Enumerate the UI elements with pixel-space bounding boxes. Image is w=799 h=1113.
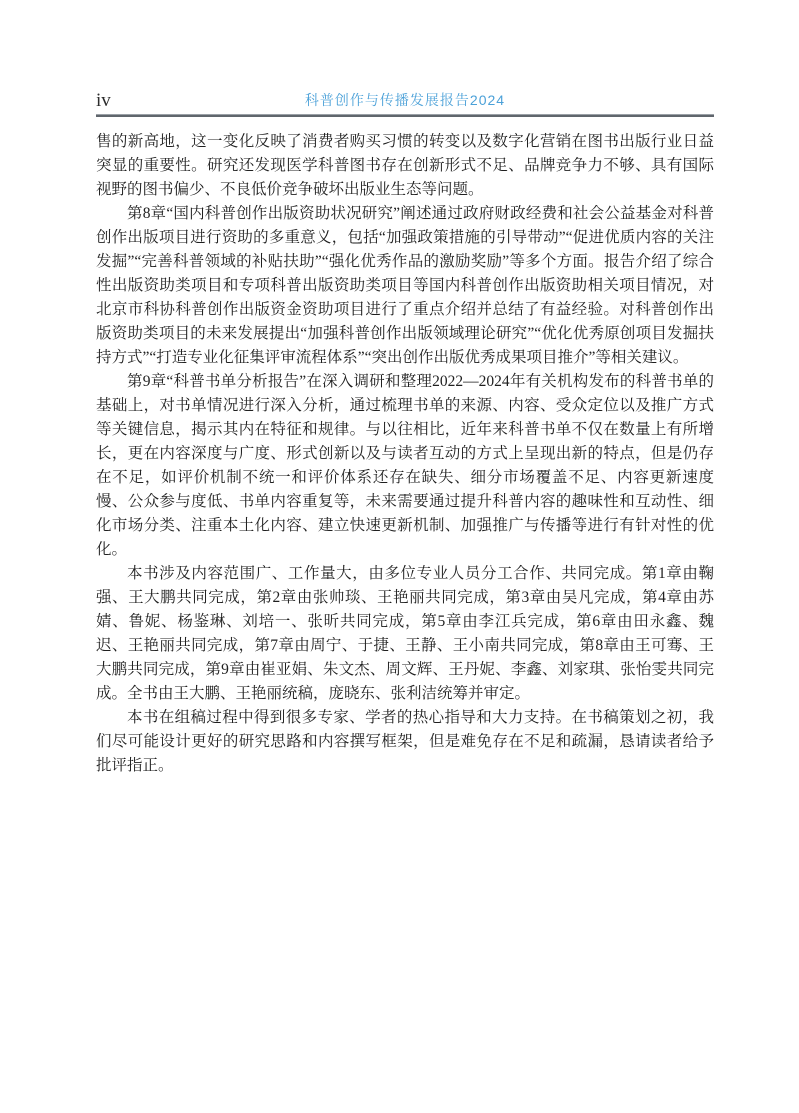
paragraph-chapter-9: 第9章“科普书单分析报告”在深入调研和整理2022—2024年有关机构发布的科普书单的基础上，对书单情况进行深入分析，通过梳理书单的来源、内容、受众定位以及推广方式等关键信息，揭示其内在特征和规律。与以往相比，近年来科普书单不仅在数量上有所增长，更在内容深度与广度、形式创新以及与读者互动的方式上呈现出新的特点，但是仍存在不足，如评价机制不统一和评价体系还存在缺失、细分市场覆盖不足、内容更新速度慢、公众参与度低、书单内容重复等，未来需要通过提升科普内容的趣味性和互动性、细化市场分类、注重本土化内容、建立快速更新机制、加强推广与传播等进行有针对性的优化。 (96, 373, 714, 558)
page-number: iv (96, 90, 111, 111)
page-header (96, 84, 714, 114)
paragraph-continuation: 售的新高地，这一变化反映了消费者购买习惯的转变以及数字化营销在图书出版行业日益突显的重要性。研究还发现医学科普图书存在创新形式不足、品牌竞争力不够、具有国际视野的图书偏少、不良低价竞争破坏出版业生态等问题。 (96, 133, 714, 198)
paragraph-contributors: 本书涉及内容范围广、工作量大，由多位专业人员分工合作、共同完成。第1章由鞠强、王大鹏共同完成，第2章由张帅琰、王艳丽共同完成，第3章由吴凡完成，第4章由苏婧、鲁妮、杨鉴琳、刘培一、张昕共同完成，第5章由李江兵完成，第6章由田永鑫、魏迟、王艳丽共同完成，第7章由周宁、于捷、王静、王小南共同完成，第8章由王可骞、王大鹏共同完成，第9章由崔亚娟、朱文杰、周文辉、王丹妮、李鑫、刘家琪、张怡雯共同完成。全书由王大鹏、王艳丽统稿，庞晓东、张利洁统筹并审定。 (96, 565, 714, 702)
paragraph-acknowledgements: 本书在组稿过程中得到很多专家、学者的热心指导和大力支持。在书稿策划之初，我们尽可能设计更好的研究思路和内容撰写框架，但是难免存在不足和疏漏，恳请读者给予批评指正。 (96, 709, 714, 774)
body-text (96, 130, 714, 778)
paragraph-chapter-8: 第8章“国内科普创作出版资助状况研究”阐述通过政府财政经费和社会公益基金对科普创作出版项目进行资助的多重意义，包括“加强政策措施的引导带动”“促进优质内容的关注发掘”“完善科普领域的补贴扶助”“强化优秀作品的激励奖励”等多个方面。报告介绍了综合性出版资助类项目和专项科普出版资助类项目等国内科普创作出版资助相关项目情况，对北京市科协科普创作出版资金资助项目进行了重点介绍并总结了有益经验。对科普创作出版资助类项目的未来发展提出“加强科普创作出版领域理论研究”“优化优秀原创项目发掘扶持方式”“打造专业化征集评审流程体系”“突出创作出版优秀成果项目推介”等相关建议。 (96, 205, 714, 366)
running-title: 科普创作与传播发展报告2024 (304, 92, 506, 108)
header-rule (96, 114, 714, 117)
